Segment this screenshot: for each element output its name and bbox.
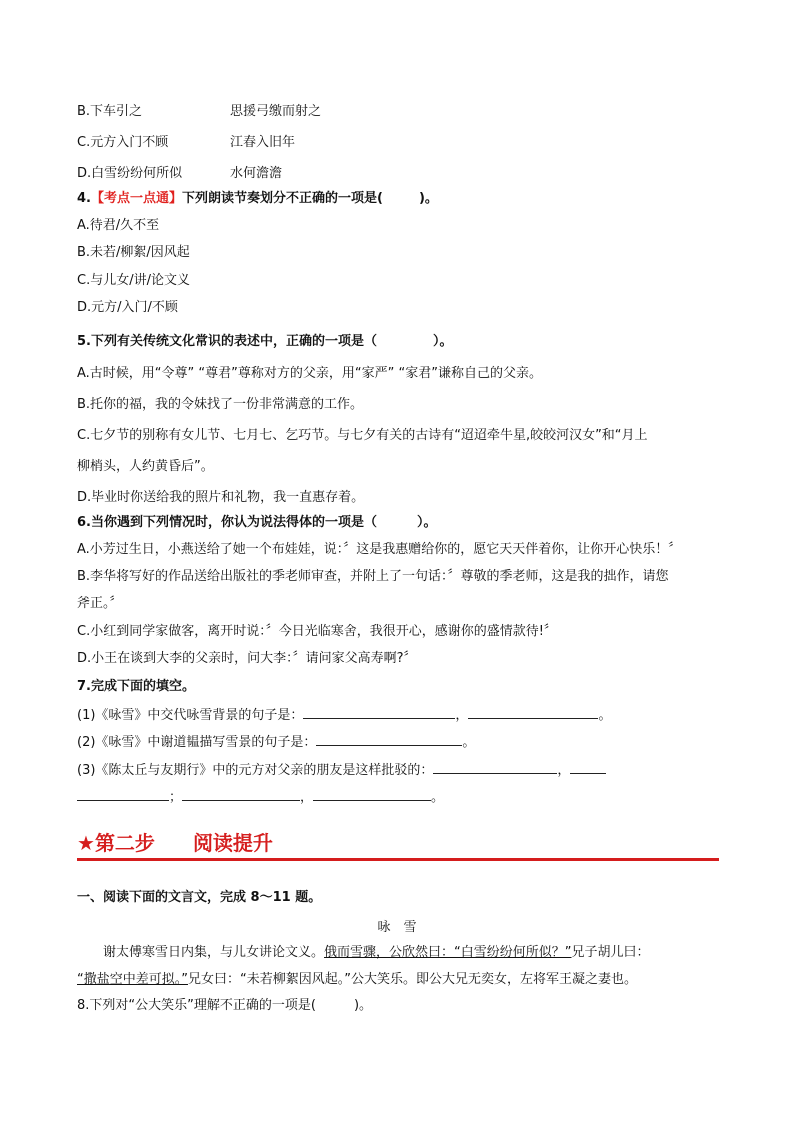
q7-stem: 7.完成下面的填空。 — [77, 679, 195, 694]
passage-line2: “撒盐空中差可拟。”兄女曰：“未若柳絮因风起。”公大笑乐。即公大兄无奕女，左将军王凝之妻也。 — [77, 972, 637, 987]
section-two-header — [77, 828, 719, 861]
q7-blank[interactable] — [570, 759, 606, 774]
section-two-subtitle: 阅读提升 — [192, 831, 273, 855]
q7-part3: (3)《陈太丘与友期行》中的元方对父亲的朋友是这样批驳的： ， — [77, 759, 606, 781]
q7-blank[interactable] — [182, 786, 300, 801]
q4-stem: 4.【考点一点通】下列朗读节奏划分不正确的一项是( )。 — [77, 191, 438, 206]
q7-blank[interactable] — [77, 786, 169, 801]
q6-option-d: D.小王在谈到大李的父亲时，问大李：〞请问家父高寿啊?〞 — [77, 651, 417, 666]
q3-option-b — [77, 102, 322, 122]
q7-blank[interactable] — [313, 786, 431, 801]
q4-option-a: A.待君/久不至 — [77, 218, 160, 233]
section-two-title: 第二步 — [94, 831, 155, 855]
q5-stem: 5.下列有关传统文化常识的表述中，正确的一项是（ ）。 — [77, 334, 453, 349]
q5-option-c-line2: 柳梢头，人约黄昏后”。 — [77, 459, 214, 474]
q4-option-d: D.元方/入门/不顾 — [77, 300, 178, 315]
q5-option-a: A.古时候，用“令尊” “尊君”尊称对方的父亲，用“家严” “家君”谦称自己的父亲。 — [77, 366, 542, 381]
passage-line1: 谢太傅寒雪日内集，与儿女讲论文义。俄而雪骤，公欣然曰：“白雪纷纷何所似？”兄子胡儿曰： — [103, 945, 650, 960]
q6-option-b-line2: 斧正。〞 — [77, 596, 123, 611]
q3-option-d-left: D.白雪纷纷何所似 — [77, 166, 183, 181]
passage-title: 咏 雪 — [377, 920, 417, 935]
q5-option-c-line1: C.七夕节的别称有女儿节、七月七、乞巧节。与七夕有关的古诗有“迢迢牵牛星,皎皎河汉女”和“月上 — [77, 428, 648, 443]
q3-option-c-right: 江春入旧年 — [230, 135, 296, 150]
underlined-sentence: 俄而雪骤，公欣然曰：“白雪纷纷何所似？” — [324, 945, 572, 960]
q7-blank[interactable] — [433, 759, 557, 774]
q5-option-b: B.托你的福，我的令妹找了一份非常满意的工作。 — [77, 397, 364, 412]
q3-option-c — [77, 133, 296, 153]
q8-stem: 8.下列对“公大笑乐”理解不正确的一项是( )。 — [77, 998, 373, 1013]
q6-option-c: C.小红到同学家做客，离开时说：〞今日光临寒舍，我很开心，感谢你的盛情款待!〞 — [77, 624, 557, 639]
q7-blank[interactable] — [316, 731, 462, 746]
q7-part3-cont: ； ， 。 — [77, 786, 444, 808]
star-icon: ★ — [77, 831, 95, 855]
underlined-sentence: “撒盐空中差可拟。” — [77, 972, 188, 987]
q3-option-d-right: 水何澹澹 — [230, 166, 283, 181]
q4-option-c: C.与儿女/讲/论文义 — [77, 273, 190, 288]
q7-blank[interactable] — [468, 704, 598, 719]
q4-tag: 【考点一点通】 — [90, 191, 182, 206]
q4-option-b: B.未若/柳絮/因风起 — [77, 245, 190, 260]
q3-option-c-left: C.元方入门不顾 — [77, 135, 169, 150]
q3-option-d — [77, 164, 283, 184]
q7-part2: (2)《咏雪》中谢道韫描写雪景的句子是： 。 — [77, 731, 475, 753]
q5-option-d: D.毕业时你送给我的照片和礼物，我一直惠存着。 — [77, 490, 365, 505]
q6-option-a: A.小芳过生日，小燕送给了她一个布娃娃，说：〞这是我惠赠给你的，愿它天天伴着你，让你开心快乐！〞 — [77, 542, 682, 557]
q3-option-b-left: B.下车引之 — [77, 104, 143, 119]
q3-option-b-right: 思援弓缴而射之 — [230, 104, 322, 119]
q7-blank[interactable] — [303, 704, 455, 719]
q6-option-b-line1: B.李华将写好的作品送给出版社的季老师审查，并附上了一句话：〞尊敬的季老师，这是我的拙作，请您 — [77, 569, 669, 584]
q7-part1: (1)《咏雪》中交代咏雪背景的句子是： ， 。 — [77, 704, 611, 726]
q6-stem: 6.当你遇到下列情况时，你认为说法得体的一项是（ ）。 — [77, 515, 437, 530]
reading-instruction: 一、阅读下面的文言文，完成 8～11 题。 — [77, 890, 322, 905]
